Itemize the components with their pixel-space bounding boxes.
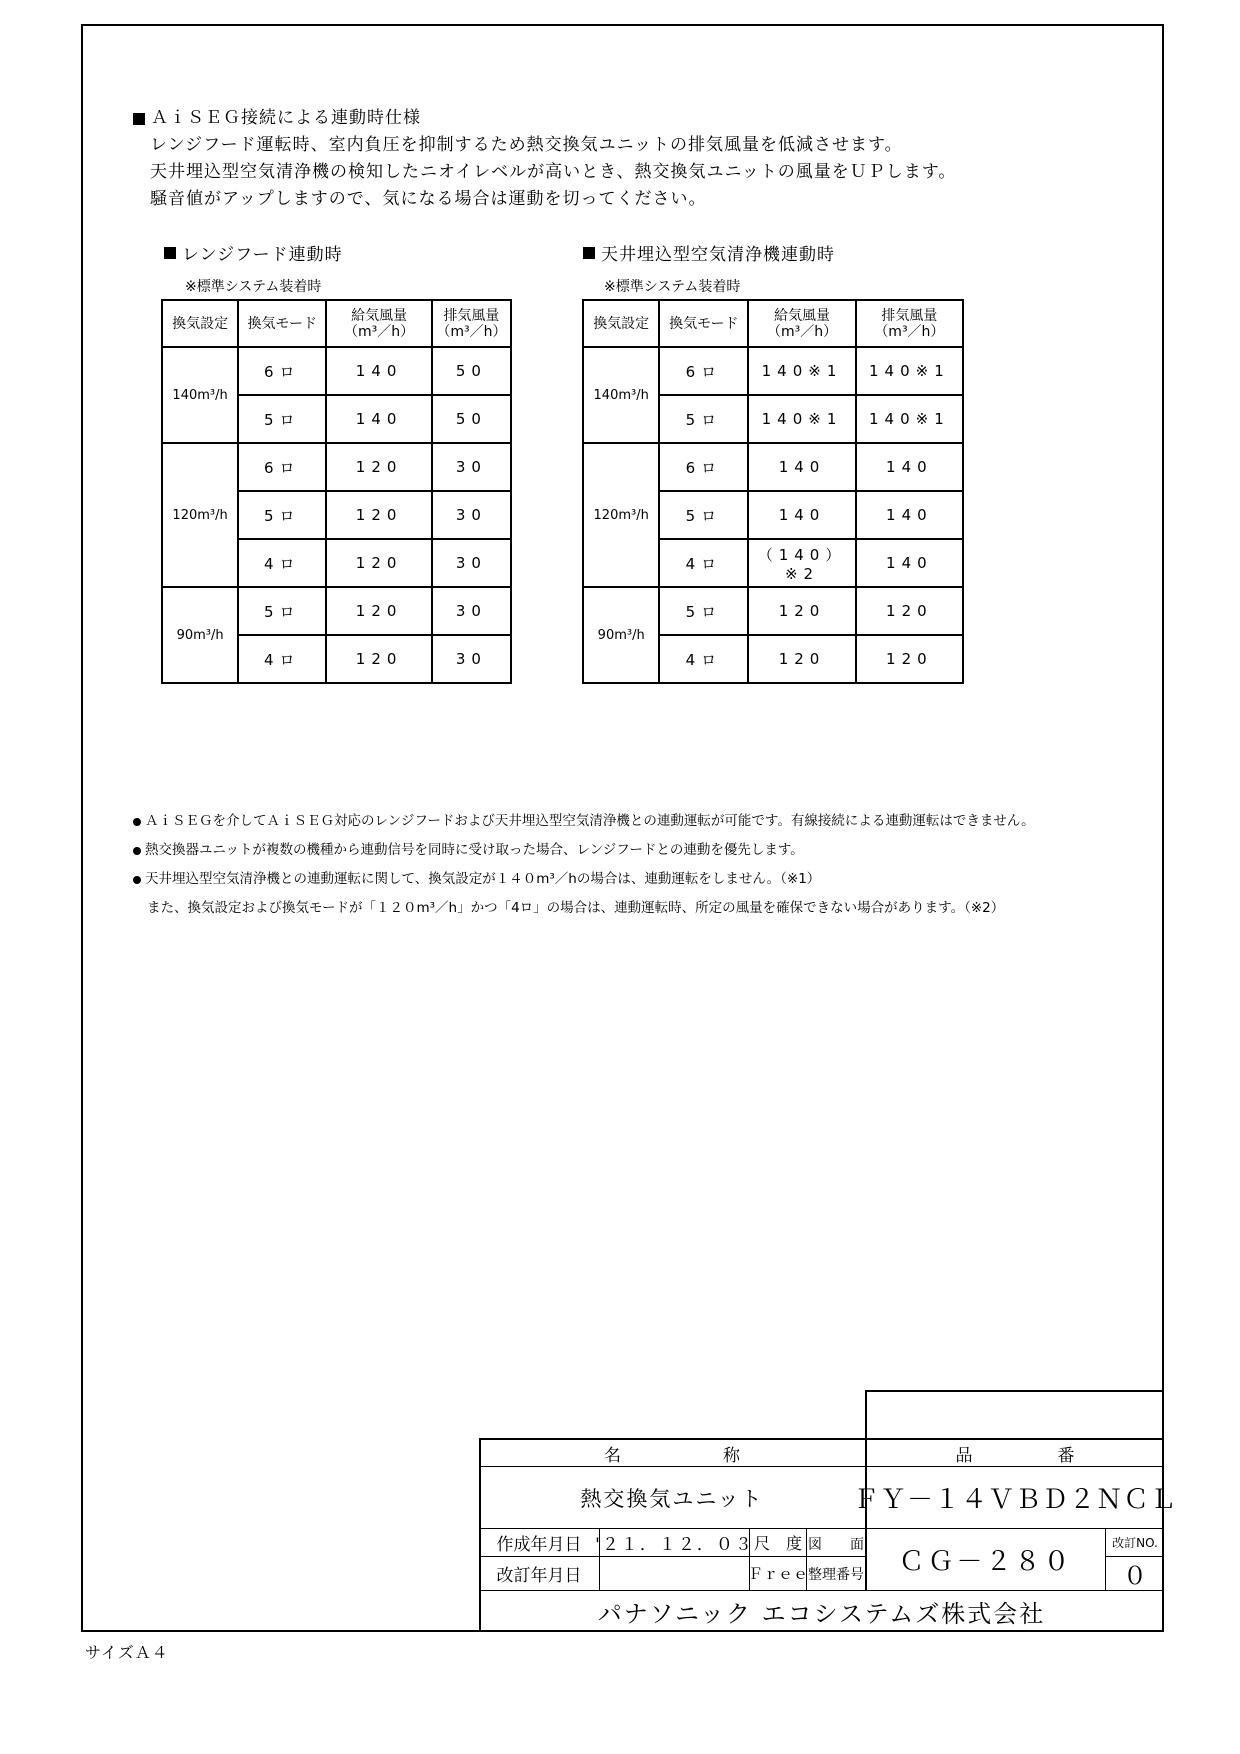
product-value: ＦＹ－１４ＶＢＤ２ＮＣＬ [853, 1485, 1178, 1515]
supply-airflow-cell: 140 [326, 347, 432, 395]
exhaust-airflow-cell: 30 [432, 635, 511, 683]
list-item-continuation: また、換気設定および換気モードが「１２０m³／h」かつ「4ロ」の場合は、連動運転時、所定の風量を確保できない場合があります。（※2） [147, 900, 1005, 916]
air-purifier-table [582, 299, 964, 684]
exhaust-airflow-cell: 30 [432, 491, 511, 539]
supply-airflow-cell: 120 [326, 443, 432, 491]
supply-airflow-cell: 140※1 [748, 395, 855, 443]
column-header: 換気モード [659, 300, 748, 347]
mode-cell: 6ロ [659, 443, 748, 491]
paper-size-label: サイズＡ４ [85, 1643, 169, 1662]
exhaust-airflow-cell: 120 [856, 587, 963, 635]
exhaust-airflow-cell: 120 [856, 635, 963, 683]
table-row [583, 587, 963, 635]
supply-airflow-cell: 140※1 [748, 347, 855, 395]
revision-label: 改訂NO. [1112, 1536, 1158, 1550]
name-label: 名 称 [604, 1445, 740, 1466]
supply-airflow-cell: 120 [326, 635, 432, 683]
column-header: 給気風量 （m³／h） [326, 300, 432, 347]
title-block-blank-box [865, 1390, 1164, 1440]
column-header: 排気風量 （m³／h） [856, 300, 963, 347]
intro-section [133, 105, 956, 213]
mode-cell: 5ロ [659, 395, 748, 443]
air-purifier-title: 天井埋込型空気清浄機連動時 [583, 240, 835, 265]
supply-airflow-cell: 120 [326, 539, 432, 587]
created-value: '２１．１２．０３ [595, 1535, 754, 1555]
exhaust-airflow-cell: 140 [856, 491, 963, 539]
scale-label: 尺 度 [753, 1534, 802, 1553]
bullet-dot-icon [133, 818, 141, 826]
mode-cell: 6ロ [238, 443, 326, 491]
bullet-dot-icon [133, 876, 141, 884]
scale-value: Ｆｒｅｅ [748, 1565, 809, 1583]
mode-cell: 5ロ [238, 395, 326, 443]
mode-cell: 4ロ [659, 635, 748, 683]
table-header-row [583, 300, 963, 347]
intro-line: 騒音値がアップしますので、気になる場合は運動を切ってください。 [150, 189, 707, 209]
column-header: 換気モード [238, 300, 326, 347]
list-item: ＡｉＳＥＧを介してＡｉＳＥＧ対応のレンジフードおよび天井埋込型空気清浄機との連動運転が可能です。有線接続による連動運転はできません。 [133, 807, 1035, 836]
table-row [583, 347, 963, 395]
air-purifier-note: ※標準システム装着時 [604, 279, 741, 295]
column-header: 給気風量 （m³／h） [748, 300, 855, 347]
mode-cell: 4ロ [238, 539, 326, 587]
mode-cell: 5ロ [659, 587, 748, 635]
ventilation-setting-cell: 140m³/h [583, 347, 659, 443]
ventilation-setting-cell: 140m³/h [162, 347, 238, 443]
table-header-row [162, 300, 511, 347]
column-header: 換気設定 [162, 300, 238, 347]
supply-airflow-cell: 140 [748, 443, 855, 491]
list-item: 天井埋込型空気清浄機との連動運転に関して、換気設定が１４０m³／hの場合は、連動運転をしません。（※1） [133, 865, 1035, 894]
revised-label: 改訂年月日 [496, 1566, 582, 1586]
exhaust-airflow-cell: 140※1 [856, 347, 963, 395]
list-item: 熱交換器ユニットが複数の機種から連動信号を同時に受け取った場合、レンジフードとの連動を優先します。 [133, 836, 1035, 865]
drawing-label-top: 図 面 [808, 1536, 864, 1553]
table-row [583, 443, 963, 491]
supply-airflow-cell: 140 [748, 491, 855, 539]
exhaust-airflow-cell: 50 [432, 395, 511, 443]
range-hood-note: ※標準システム装着時 [185, 279, 322, 295]
mode-cell: 4ロ [659, 539, 748, 587]
range-hood-table [161, 299, 512, 684]
supply-airflow-cell: 120 [748, 587, 855, 635]
bullet-square-icon [583, 247, 595, 259]
table-row [162, 347, 511, 395]
ventilation-setting-cell: 90m³/h [583, 587, 659, 683]
exhaust-airflow-cell: 140※1 [856, 395, 963, 443]
supply-airflow-cell: 140 [326, 395, 432, 443]
mode-cell: 6ロ [659, 347, 748, 395]
exhaust-airflow-cell: 140 [856, 539, 963, 587]
bullet-dot-icon [133, 847, 141, 855]
intro-title: ＡｉＳＥＧ接続による連動時仕様 [151, 108, 421, 128]
exhaust-airflow-cell: 30 [432, 443, 511, 491]
range-hood-title: レンジフード連動時 [164, 240, 343, 265]
supply-airflow-cell: （140）※2 [748, 539, 855, 587]
mode-cell: 5ロ [659, 491, 748, 539]
table-row [162, 587, 511, 635]
drawing-number: ＣＧ－２８０ [898, 1547, 1073, 1577]
supply-airflow-cell: 120 [326, 491, 432, 539]
supply-airflow-cell: 120 [326, 587, 432, 635]
bullet-square-icon [164, 247, 176, 259]
bullet-square-icon [133, 113, 145, 125]
supply-airflow-cell: 120 [748, 635, 855, 683]
mode-cell: 5ロ [238, 491, 326, 539]
product-label: 品 番 [955, 1445, 1075, 1466]
exhaust-airflow-cell: 30 [432, 587, 511, 635]
notes-list [133, 807, 1035, 923]
revised-value [600, 1557, 749, 1590]
exhaust-airflow-cell: 50 [432, 347, 511, 395]
revision-value: ０ [1123, 1562, 1147, 1590]
drawing-label-bottom: 整理番号 [808, 1567, 864, 1583]
exhaust-airflow-cell: 30 [432, 539, 511, 587]
exhaust-airflow-cell: 140 [856, 443, 963, 491]
table-row [162, 443, 511, 491]
intro-line: レンジフード運転時、室内負圧を抑制するため熱交換気ユニットの排気風量を低減させます。 [150, 135, 903, 155]
mode-cell: 4ロ [238, 635, 326, 683]
company-name: パナソニック エコシステムズ株式会社 [597, 1600, 1046, 1628]
name-value: 熱交換気ユニット [580, 1486, 764, 1511]
ventilation-setting-cell: 120m³/h [583, 443, 659, 587]
mode-cell: 6ロ [238, 347, 326, 395]
mode-cell: 5ロ [238, 587, 326, 635]
created-label: 作成年月日 [496, 1535, 582, 1555]
ventilation-setting-cell: 90m³/h [162, 587, 238, 683]
ventilation-setting-cell: 120m³/h [162, 443, 238, 587]
column-header: 排気風量 （m³／h） [432, 300, 511, 347]
intro-line: 天井埋込型空気清浄機の検知したニオイレベルが高いとき、熱交換気ユニットの風量をＵＰします。 [150, 162, 957, 182]
column-header: 換気設定 [583, 300, 659, 347]
